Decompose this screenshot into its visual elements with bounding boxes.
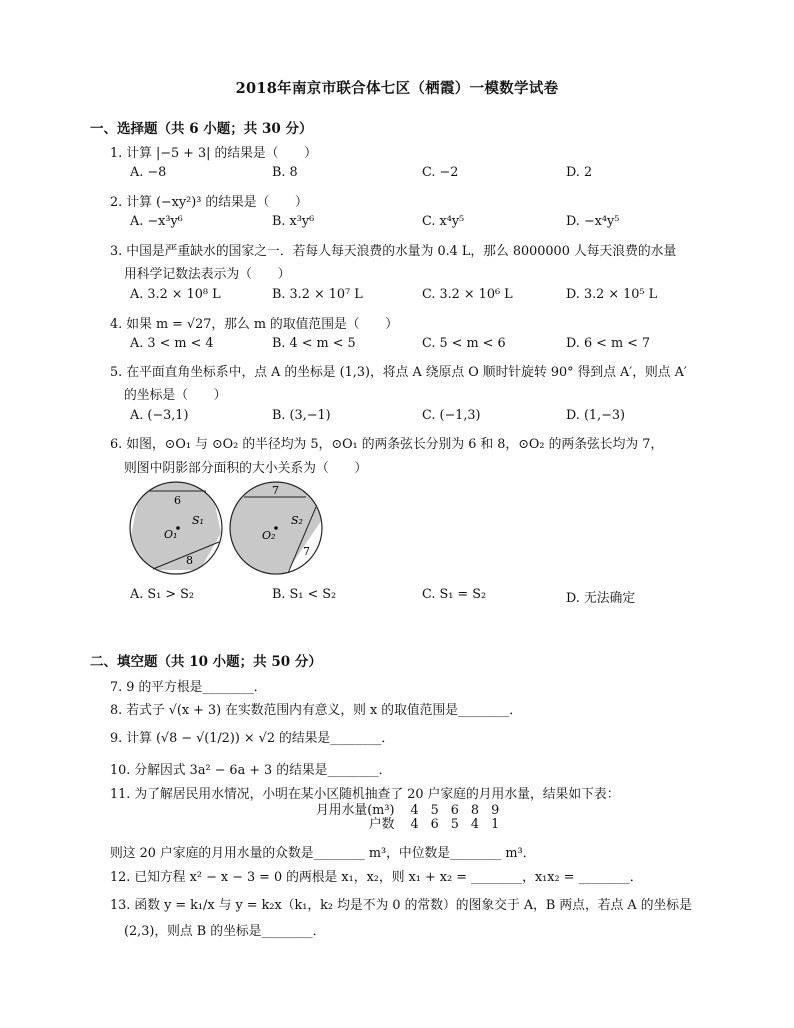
label-s2: S₂ (291, 514, 303, 527)
label-o1: O₁ (164, 528, 178, 541)
section-choice-heading: 一、选择题（共 6 小题；共 30 分） (90, 121, 313, 137)
table-cell: 9 (491, 803, 500, 818)
q1-option-b: B. 8 (272, 165, 298, 180)
q2-option-a: A. −x³y⁶ (130, 214, 183, 229)
q12-stem: 12. 已知方程 x² − x − 3 = 0 的两根是 x₁，x₂，则 x₁ + x₂ = ________，x₁x₂ = ________． (110, 870, 643, 885)
q2-stem: 2. 计算 (−xy²)³ 的结果是（ ） (110, 195, 308, 210)
q5-option-d: D. (1,−3) (566, 408, 625, 423)
label-o2: O₂ (262, 529, 276, 542)
q9-stem: 9. 计算 (√8 − √(1/2)) × √2 的结果是________． (110, 731, 395, 746)
q6-stem-line1: 6. 如图，⊙O₁ 与 ⊙O₂ 的半径均为 5，⊙O₁ 的两条弦长分别为 6 和 8，⊙O₂ 的两条弦长均为 7， (110, 437, 664, 452)
q4-option-a: A. 3 < m < 4 (130, 336, 214, 351)
q4-option-d: D. 6 < m < 7 (566, 336, 651, 351)
q6-stem-line2: 则图中阴影部分面积的大小关系为（ ） (124, 461, 368, 476)
q2-option-b: B. x³y⁶ (272, 214, 315, 229)
q3-stem-line2: 用科学记数法表示为（ ） (124, 267, 291, 282)
label-7-top: 7 (272, 484, 279, 497)
label-8: 8 (186, 554, 193, 567)
water-usage-table (310, 804, 505, 832)
q6-option-d: D. 无法确定 (566, 591, 636, 606)
q4-option-c: C. 5 < m < 6 (422, 336, 506, 351)
table-row (310, 804, 505, 818)
q5-option-b: B. (3,−1) (272, 408, 331, 423)
q4-option-b: B. 4 < m < 5 (272, 336, 356, 351)
q7-stem: 7. 9 的平方根是________． (110, 680, 267, 695)
q5-stem-line1: 5. 在平面直角坐标系中，点 A 的坐标是 (1,3)，将点 A 绕原点 O 顺时针旋转 90° 得到点 A′，则点 A′ (110, 365, 687, 380)
table-cell: 4 (470, 817, 480, 832)
label-6: 6 (174, 494, 181, 507)
label-7-right: 7 (303, 545, 310, 558)
q5-option-c: C. (−1,3) (422, 408, 481, 423)
table-row-header: 月用水量(m³) (316, 803, 395, 818)
q3-option-b: B. 3.2 × 10⁷ L (272, 287, 363, 302)
q11-tail: 则这 20 户家庭的月用水量的众数是________ m³，中位数是________ m³． (110, 846, 536, 861)
q2-option-c: C. x⁴y⁵ (422, 214, 465, 229)
table-row (310, 818, 505, 832)
q1-option-d: D. 2 (566, 165, 593, 180)
q1-option-c: C. −2 (422, 165, 459, 180)
table-cell: 8 (470, 803, 480, 818)
page-title: 2018年南京市联合体七区（栖霞）一模数学试卷 (235, 80, 559, 97)
q3-option-c: C. 3.2 × 10⁶ L (422, 287, 513, 302)
table-row-header: 户数 (368, 817, 395, 832)
q3-stem-line1: 3. 中国是严重缺水的国家之一．若每人每天浪费的水量为 0.4 L，那么 8000000 人每天浪费的水量 (110, 244, 677, 259)
q3-option-d: D. 3.2 × 10⁵ L (566, 287, 658, 302)
q13-stem-line2: (2,3)，则点 B 的坐标是________． (124, 924, 326, 939)
q5-stem-line2: 的坐标是（ ） (124, 388, 227, 403)
q8-stem: 8. 若式子 √(x + 3) 在实数范围内有意义，则 x 的取值范围是________． (110, 703, 523, 718)
q5-option-a: A. (−3,1) (130, 408, 189, 423)
q13-stem-line1: 13. 函数 y = k₁/x 与 y = k₂x（k₁，k₂ 均是不为 0 的常数）的图象交于 A，B 两点，若点 A 的坐标是 (110, 898, 692, 913)
q1-stem: 1. 计算 |−5 + 3| 的结果是（ ） (110, 146, 317, 161)
table-cell: 5 (450, 817, 459, 832)
table-cell: 4 (410, 803, 419, 818)
table-cell: 6 (430, 817, 439, 832)
circle-o1 (126, 478, 222, 574)
q6-option-c: C. S₁ = S₂ (422, 587, 487, 602)
q1-option-a: A. −8 (130, 165, 167, 180)
q10-stem: 10. 分解因式 3a² − 6a + 3 的结果是________． (110, 763, 392, 778)
q4-stem: 4. 如果 m = √27，那么 m 的取值范围是（ ） (110, 317, 398, 332)
table-cell: 1 (491, 817, 500, 832)
label-s1: S₁ (192, 514, 204, 527)
q6-option-a: A. S₁ > S₂ (130, 587, 195, 602)
circle-o2 (226, 478, 323, 574)
q6-option-b: B. S₁ < S₂ (272, 587, 337, 602)
q6-circles-figure (126, 478, 331, 578)
table-cell: 4 (410, 817, 419, 832)
q2-option-d: D. −x⁴y⁵ (566, 214, 620, 229)
q3-option-a: A. 3.2 × 10⁸ L (130, 287, 221, 302)
section-fill-heading: 二、填空题（共 10 小题；共 50 分） (90, 654, 322, 670)
q11-stem: 11. 为了解居民用水情况，小明在某小区随机抽查了 20 户家庭的月用水量，结果如下表： (110, 787, 620, 802)
table-cell: 5 (430, 803, 439, 818)
table-cell: 6 (450, 803, 459, 818)
